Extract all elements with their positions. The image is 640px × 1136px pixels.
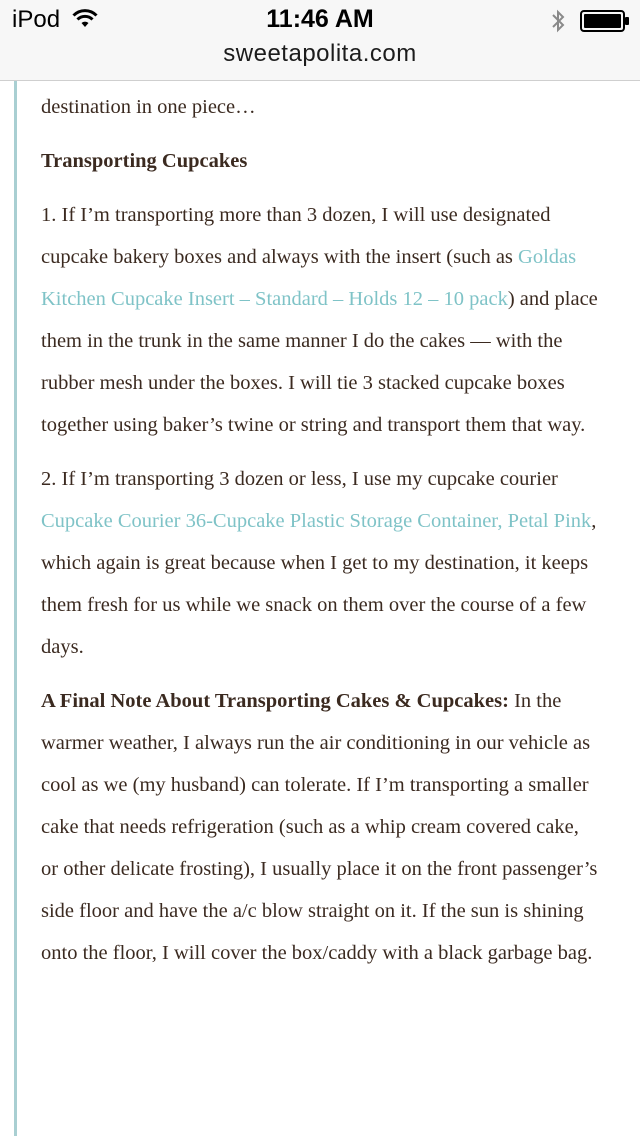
paragraph <box>41 194 601 446</box>
product-link-cupcake-insert[interactable]: Goldas Kitchen Cupcake Insert – Standard – Holds 12 – 10 pack <box>41 246 577 310</box>
address-bar[interactable]: sweetapolita.com <box>223 40 417 67</box>
paragraph <box>41 680 601 974</box>
note-heading: A Final Note About Transporting Cakes & Cupcakes: <box>41 690 509 712</box>
status-time: 11:46 AM <box>266 5 374 33</box>
status-bar <box>0 0 640 81</box>
paragraph-text: In the warmer weather, I always run the air conditioning in our vehicle as cool as we (my husband) can tolerate. If I’m transporting a smaller cake that needs refrigeration (such as a whip cream covered cake, or other delicate frosting), I usually place it on the front passenger’s side floor and have the a/c blow straight on it. If the sun is shining onto the floor, I will cover the box/caddy with a black garbage bag. <box>41 690 598 964</box>
paragraph <box>41 458 601 668</box>
paragraph-text: , which again is great because when I get to my destination, it keeps them fresh for us while we snack on them over the course of a few days. <box>41 510 597 658</box>
paragraph-text: 1. If I’m transporting more than 3 dozen, I will use designated cupcake bakery boxes and always with the insert (such as <box>41 204 551 268</box>
page-content <box>0 81 640 1136</box>
left-border-rule <box>14 81 17 1136</box>
section-heading: Transporting Cupcakes <box>41 150 248 172</box>
article-body <box>41 86 601 986</box>
product-link-cupcake-courier[interactable]: Cupcake Courier 36-Cupcake Plastic Storage Container, Petal Pink <box>41 510 592 532</box>
battery-icon <box>580 10 630 37</box>
paragraph-text: 2. If I’m transporting 3 dozen or less, I use my cupcake courier <box>41 468 558 490</box>
bluetooth-icon <box>550 8 566 39</box>
paragraph: destination in one piece… <box>41 96 256 118</box>
device-name: iPod <box>12 6 61 33</box>
paragraph-text: ) and place them in the trunk in the same manner I do the cakes — with the rubber mesh under the boxes. I will tie 3 stacked cupcake boxes together using baker’s twine or string and transport them that way. <box>41 288 598 436</box>
